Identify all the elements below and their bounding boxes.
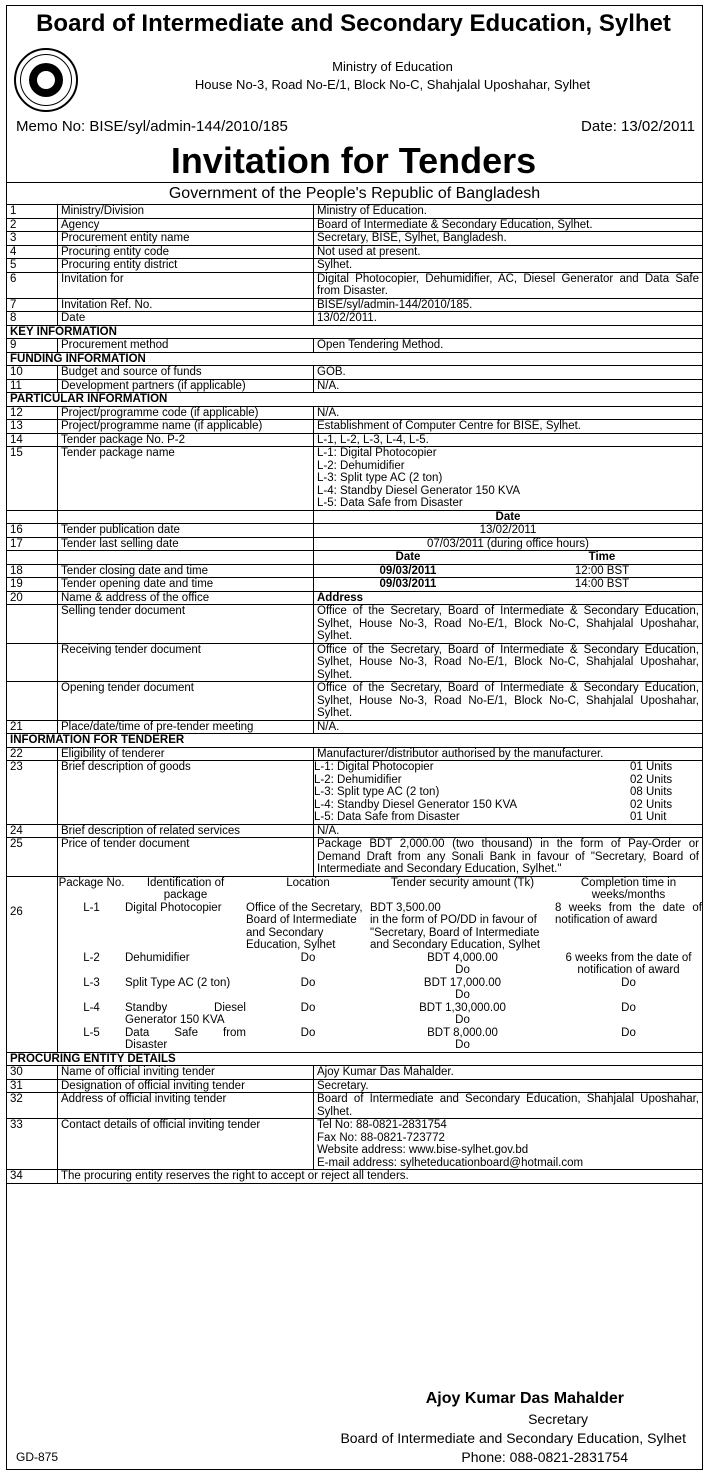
table-cell: Secretary. [314,1079,703,1093]
table-cell: Contact details of official inviting tender [58,1119,314,1170]
memo-date: Date: 13/02/2011 [581,118,695,135]
table-cell: PROCURING ENTITY DETAILS [7,1052,703,1066]
signature-block [320,1388,686,1467]
table-cell: 7 [7,298,58,312]
security-amount: BDT 3,500.00 [370,901,441,914]
table-cell: Procurement entity name [58,232,314,246]
table-cell: Package BDT 2,000.00 (two thousand) in the form of Pay-Order or Demand Draft from any Sonali Bank in favour of "Secretary, Board of Intermediate and Secondary Education, Sylhet." [314,838,703,877]
table-cell: L-2 [83,951,100,964]
table-row [7,232,703,246]
table-cell: Eligibility of tenderer [58,747,314,761]
table-cell: Tender package name [58,447,314,511]
table-cell: KEY INFORMATION [7,325,703,339]
package-header-cell: Completion time in weeks/months [580,876,677,901]
table-cell: Brief description of goods [58,761,314,825]
list-item: L-4: Standby Diesel Generator 150 KVA [317,484,521,497]
table-cell: Address [314,591,703,605]
table-cell [314,578,703,592]
security-amount: BDT 1,30,000.00 [419,1001,506,1014]
table-cell: Not used at present. [314,245,703,259]
table-cell: N/A. [314,406,703,420]
table-row [7,298,703,312]
table-cell: N/A. [314,720,703,734]
table-cell: Tender package No. P-2 [58,433,314,447]
table-cell: Office of the Secretary, Board of Intermediate and Secondary Education, Sylhet [246,901,363,951]
table-row [7,1119,703,1170]
package-row [58,977,702,1002]
table-cell: Place/date/time of pre-tender meeting [58,720,314,734]
table-cell: L-3 [83,976,100,989]
table-cell: Do [621,1026,636,1039]
table-cell: Do [300,1001,316,1014]
table-row [7,510,703,524]
table-cell: Date [395,551,421,563]
table-cell: 3 [7,232,58,246]
security-form: in the form of PO/DD in favour of "Secretary, Board of Intermediate and Secondary Education, Sylhet [370,914,541,951]
table-cell: 5 [7,259,58,273]
table-cell: Procurement method [58,339,314,353]
table-cell: 9 [7,339,58,353]
security-form: Do [455,989,470,1001]
table-cell: 07/03/2011 (during office hours) [314,537,703,551]
table-cell: 15 [7,447,58,511]
table-row [7,761,703,825]
table-row [7,1093,703,1119]
table-cell: Procuring entity code [58,245,314,259]
table-cell: 1 [7,205,58,219]
table-cell [370,952,555,977]
table-cell: Ministry of Education. [314,205,703,219]
table-cell: Standby Diesel Generator 150 KVA [125,1001,246,1026]
table-cell: 8 [7,312,58,326]
table-cell: Receiving tender document [58,643,314,682]
board-title: Board of Intermediate and Secondary Education, Sylhet [36,10,671,37]
table-cell: Board of Intermediate & Secondary Education, Sylhet. [314,218,703,232]
security-form: Do [455,1039,470,1051]
table-row [7,1170,703,1184]
table-row [7,406,703,420]
list-item: Tel No: 88-0821-2831754 [317,1119,447,1131]
package-header-cell: Location [286,876,330,889]
package-row [58,1027,702,1052]
signatory-phone: Phone: 088-0821-2831754 [461,1449,628,1465]
security-amount: BDT 8,000.00 [427,1026,498,1039]
table-cell: Tender last selling date [58,537,314,551]
table-cell: 6 weeks from the date of notification of award [565,951,692,976]
table-cell [370,902,555,952]
table-row [7,876,703,1052]
table-cell: Price of tender document [58,838,314,877]
table-cell: Office of the Secretary, Board of Intermediate & Secondary Education, Sylhet, House No-3, Road No-E/1, Block No-C, Shahjalal Uposhahar, Sylhet. [314,605,703,644]
table-cell: Development partners (if applicable) [58,379,314,393]
list-item: L-1: Digital Photocopier [317,447,437,459]
package-header-cell: Identification of package [146,876,225,901]
government-heading: Government of the People's Republic of Bangladesh [6,182,703,204]
list-item: Website address: www.bise-sylhet.gov.bd [317,1144,529,1156]
table-cell: 17 [7,537,58,551]
table-cell: Data Safe from Disaster [125,1026,246,1051]
table-cell: Do [621,976,636,989]
table-row [7,838,703,877]
security-amount: BDT 4,000.00 [427,951,498,964]
table-row [7,447,703,511]
table-cell: 12 [7,406,58,420]
table-cell: BISE/syl/admin-144/2010/185. [314,298,703,312]
table-row [7,1079,703,1093]
table-cell: 11 [7,379,58,393]
list-item: L-3: Split type AC (2 ton) [314,786,440,798]
table-cell: Digital Photocopier, Dehumidifier, AC, Diesel Generator and Data Safe from Disaster. [314,272,703,298]
table-cell [370,1027,555,1052]
table-cell: 16 [7,524,58,538]
table-cell: INFORMATION FOR TENDERER [7,734,703,748]
table-cell [58,551,314,565]
table-cell: 13/02/2011. [314,312,703,326]
table-row [7,366,703,380]
section-heading-row [7,352,703,366]
table-row [7,433,703,447]
table-cell: L-1 [83,901,100,914]
table-cell: Tender closing date and time [58,564,314,578]
table-cell: Open Tendering Method. [314,339,703,353]
table-cell: Do [300,951,316,964]
table-cell: Do [621,1001,636,1014]
package-table [58,876,703,1052]
table-row [7,312,703,326]
table-row [7,245,703,259]
table-cell [7,551,58,565]
table-cell: 20 [7,591,58,605]
table-cell: Opening tender document [58,682,314,721]
table-cell [314,551,703,565]
table-cell: 22 [7,747,58,761]
table-cell: 4 [7,245,58,259]
table-cell: Name of official inviting tender [58,1066,314,1080]
table-cell: 8 weeks from the date of notification of award [555,901,702,926]
table-cell: 32 [7,1093,58,1119]
package-row [58,902,702,952]
table-cell: GOB. [314,366,703,380]
table-cell: 25 [7,838,58,877]
table-cell: Date [314,510,703,524]
table-cell: 21 [7,720,58,734]
table-cell: 33 [7,1119,58,1170]
list-item: L-2: Dehumidifier [314,773,402,786]
table-row [7,259,703,273]
table-cell: 13 [7,420,58,434]
table-cell: 6 [7,272,58,298]
table-cell: 34 [7,1170,58,1184]
table-cell: Digital Photocopier [125,901,222,914]
table-cell: Tender publication date [58,524,314,538]
table-row [7,564,703,578]
table-cell: Office of the Secretary, Board of Intermediate & Secondary Education, Sylhet, House No-3, Road No-E/1, Block No-C, Shahjalal Uposhahar, Sylhet. [314,643,703,682]
list-item: Fax No: 88-0821-723772 [317,1131,445,1144]
package-header-cell: Package No. [58,876,125,889]
table-row [7,682,703,721]
section-heading-row [7,325,703,339]
list-item-qty: 02 Units [630,798,673,811]
table-cell: 14 [7,433,58,447]
security-form: Do [455,964,470,976]
package-row [58,952,702,977]
table-cell: Project/programme name (if applicable) [58,420,314,434]
table-cell: Dehumidifier [125,951,190,964]
table-cell: Sylhet. [314,259,703,273]
signatory-title: Secretary [528,1411,588,1427]
list-item: L-3: Split type AC (2 ton) [317,472,443,484]
table-row [7,643,703,682]
table-row [7,339,703,353]
table-cell: Time [588,551,616,563]
tender-table [6,204,703,1184]
package-header-cell: Tender security amount (Tk) [390,876,535,889]
section-heading-row [7,734,703,748]
table-cell [7,643,58,682]
table-row [7,747,703,761]
list-item: L-5: Data Safe from Disaster [314,811,460,823]
signatory-org: Board of Intermediate and Secondary Education, Sylhet [340,1430,686,1446]
table-cell: Invitation Ref. No. [58,298,314,312]
table-row [7,205,703,219]
table-cell: Ajoy Kumar Das Mahalder. [314,1066,703,1080]
table-cell: L-1, L-2, L-3, L-4, L-5. [314,433,703,447]
table-cell [7,510,58,524]
goods-list [314,761,703,825]
table-row [7,578,703,592]
table-cell: 09/03/2011 [379,564,437,577]
page-title: Invitation for Tenders [170,140,537,181]
table-cell [314,564,703,578]
table-cell: The procuring entity reserves the right to accept or reject all tenders. [58,1170,703,1184]
table-row [7,591,703,605]
table-cell: 31 [7,1079,58,1093]
table-cell: Procuring entity district [58,259,314,273]
table-row [7,537,703,551]
table-cell: 2 [7,218,58,232]
package-name-list [314,447,703,511]
table-cell: Selling tender document [58,605,314,644]
table-cell: 10 [7,366,58,380]
list-item: L-1: Digital Photocopier [314,761,434,773]
table-cell: Designation of official inviting tender [58,1079,314,1093]
table-row [7,551,703,565]
table-row [7,824,703,838]
table-row [7,218,703,232]
ministry-name: Ministry of Education [332,59,453,74]
table-cell: Split Type AC (2 ton) [125,976,231,989]
table-cell [7,605,58,644]
list-item: L-2: Dehumidifier [317,459,405,472]
table-cell: 24 [7,824,58,838]
package-row [58,1002,702,1027]
table-cell: 19 [7,578,58,592]
table-cell: 23 [7,761,58,825]
table-row [7,272,703,298]
table-cell [370,977,555,1002]
row-number: 26 [10,905,23,918]
table-cell: 13/02/2011 [314,524,703,538]
section-heading-row [7,1052,703,1066]
table-cell: Do [300,1026,316,1039]
table-cell: Agency [58,218,314,232]
table-cell: Project/programme code (if applicable) [58,406,314,420]
section-heading-row [7,393,703,407]
board-address: House No-3, Road No-E/1, Block No-C, Shahjalal Uposhahar, Sylhet [194,77,591,92]
table-cell: 12:00 BST [574,564,630,577]
table-cell: FUNDING INFORMATION [7,352,703,366]
table-row [7,605,703,644]
table-row [7,524,703,538]
table-cell: N/A. [314,379,703,393]
table-cell [7,876,58,1052]
table-cell: Manufacturer/distributor authorised by the manufacturer. [314,747,703,761]
table-cell [7,682,58,721]
table-cell: Do [300,976,316,989]
table-cell: 18 [7,564,58,578]
table-cell: Date [58,312,314,326]
table-cell: Secretary, BISE, Sylhet, Bangladesh. [314,232,703,246]
table-cell: Establishment of Computer Centre for BISE, Sylhet. [314,420,703,434]
table-cell: 14:00 BST [574,578,630,590]
table-cell: Office of the Secretary, Board of Intermediate & Secondary Education, Sylhet, House No-3, Road No-E/1, Block No-C, Shahjalal Uposhahar, Sylhet. [314,682,703,721]
table-cell: L-4 [83,1001,100,1014]
list-item-qty: 08 Units [630,786,673,798]
table-row [7,379,703,393]
contact-details [314,1119,703,1170]
footer-code: GD-875 [16,1450,59,1464]
table-cell: 09/03/2011 [379,578,437,590]
memo-number: Memo No: BISE/syl/admin-144/2010/185 [16,118,288,135]
table-cell: N/A. [314,824,703,838]
table-cell: Budget and source of funds [58,366,314,380]
list-item: L-4: Standby Diesel Generator 150 KVA [314,798,518,811]
table-cell [370,1002,555,1027]
table-row [7,1066,703,1080]
table-cell: Address of official inviting tender [58,1093,314,1119]
table-cell: Ministry/Division [58,205,314,219]
table-cell: Brief description of related services [58,824,314,838]
table-cell: Name & address of the office [58,591,314,605]
table-cell: Invitation for [58,272,314,298]
table-cell [58,510,314,524]
security-form: Do [455,1014,470,1026]
table-cell: PARTICULAR INFORMATION [7,393,703,407]
list-item-qty: 02 Units [630,773,673,786]
list-item: L-5: Data Safe from Disaster [317,497,463,509]
table-cell: L-5 [83,1026,100,1039]
signatory-name: Ajoy Kumar Das Mahalder [425,1390,624,1407]
security-amount: BDT 17,000.00 [423,976,502,989]
list-item-qty: 01 Units [630,761,673,773]
table-row [7,420,703,434]
table-row [7,720,703,734]
table-cell: 30 [7,1066,58,1080]
list-item-qty: 01 Unit [630,811,667,823]
list-item: E-mail address: sylheteducationboard@hotmail.com [317,1156,584,1169]
table-cell: Board of Intermediate and Secondary Education, Shahjalal Uposhahar, Sylhet. [314,1093,703,1119]
table-cell: Tender opening date and time [58,578,314,592]
